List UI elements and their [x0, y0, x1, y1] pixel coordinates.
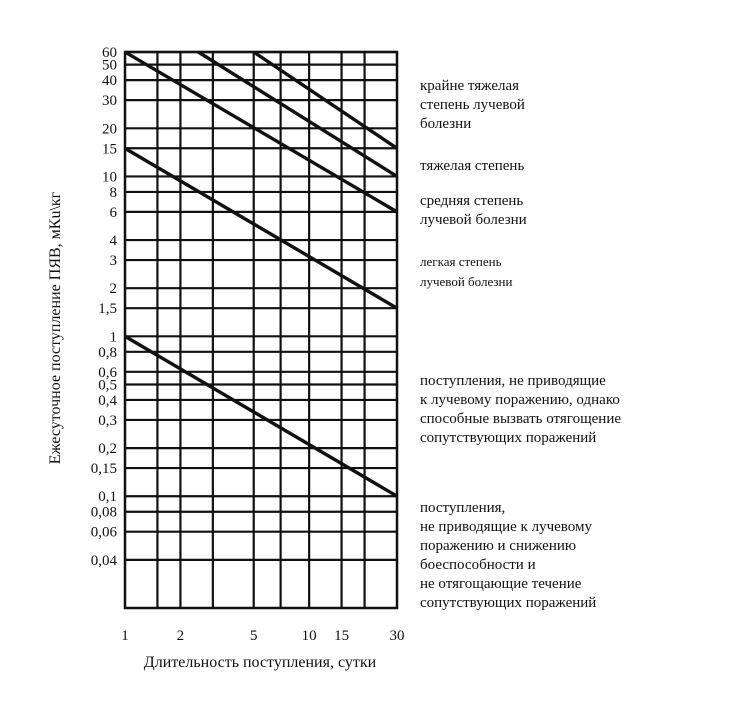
- y-tick-label: 2: [109, 281, 117, 298]
- x-axis-title: Длительность поступления, сутки: [143, 654, 377, 671]
- y-tick-label: 0,8: [98, 344, 117, 361]
- y-tick-label: 0,04: [90, 552, 117, 569]
- y-tick-label: 0,06: [90, 524, 117, 541]
- zone-label-moderate: средняя степень лучевой болезни: [420, 193, 527, 228]
- zone-label-extreme: крайне тяжелая степень лучевой болезни: [420, 78, 525, 132]
- y-tick-label: 0,5: [98, 377, 117, 394]
- y-tick-label: 1,5: [98, 301, 117, 318]
- series-lines: [125, 52, 397, 496]
- y-tick-label: 1: [109, 329, 117, 346]
- x-tick-label: 2: [176, 628, 185, 644]
- series-line-1: [125, 336, 397, 496]
- y-tick-label: 4: [109, 233, 117, 250]
- y-tick-label: 0,2: [98, 441, 117, 458]
- plot-frame: [125, 52, 397, 608]
- y-tick-label: 3: [109, 253, 117, 270]
- x-tick-label: 30: [389, 628, 405, 644]
- zone-label-safe: поступления, не приводящие к лучевому поражению и снижению боеспособности и не отягощающие течение сопутствующих поражений: [420, 500, 597, 611]
- zone-label-mild: легкая степень лучевой болезни: [420, 254, 513, 289]
- x-tick-label: 15: [334, 628, 350, 644]
- x-tick-label: 10: [301, 628, 317, 644]
- y-tick-label: 60: [102, 45, 117, 61]
- zone-label-aggravating: поступления, не приводящие к лучевому поражению, однако способные вызвать отягощение сопутствующих поражений: [420, 373, 622, 446]
- y-tick-label: 0,15: [90, 461, 117, 478]
- grid-lines: [125, 52, 397, 608]
- y-tick-label: 0,4: [98, 392, 117, 409]
- y-tick-label: 0,1: [98, 489, 117, 506]
- y-tick-label: 15: [102, 141, 117, 158]
- y-tick-label: 6: [109, 204, 117, 221]
- y-tick-label: 10: [102, 169, 117, 186]
- y-tick-label: 8: [109, 184, 117, 201]
- series-line-3: [125, 52, 397, 212]
- y-tick-label: 40: [102, 73, 117, 90]
- x-tick-label: 5: [249, 628, 258, 644]
- y-tick-label: 0,3: [98, 412, 117, 429]
- y-tick-label: 0,08: [90, 504, 117, 521]
- y-tick-label: 30: [102, 93, 117, 110]
- x-tick-label: 1: [121, 628, 129, 644]
- series-line-2: [125, 148, 397, 308]
- y-axis-title: Ежесуточное поступление ПЯВ, мКu\кг: [47, 191, 64, 465]
- zone-label-severe: тяжелая степень: [420, 158, 525, 174]
- x-tick-labels: [121, 628, 404, 644]
- y-tick-label: 50: [102, 57, 117, 74]
- y-tick-labels: [91, 45, 118, 569]
- y-tick-label: 20: [102, 121, 117, 138]
- y-tick-label: 0,6: [98, 364, 117, 381]
